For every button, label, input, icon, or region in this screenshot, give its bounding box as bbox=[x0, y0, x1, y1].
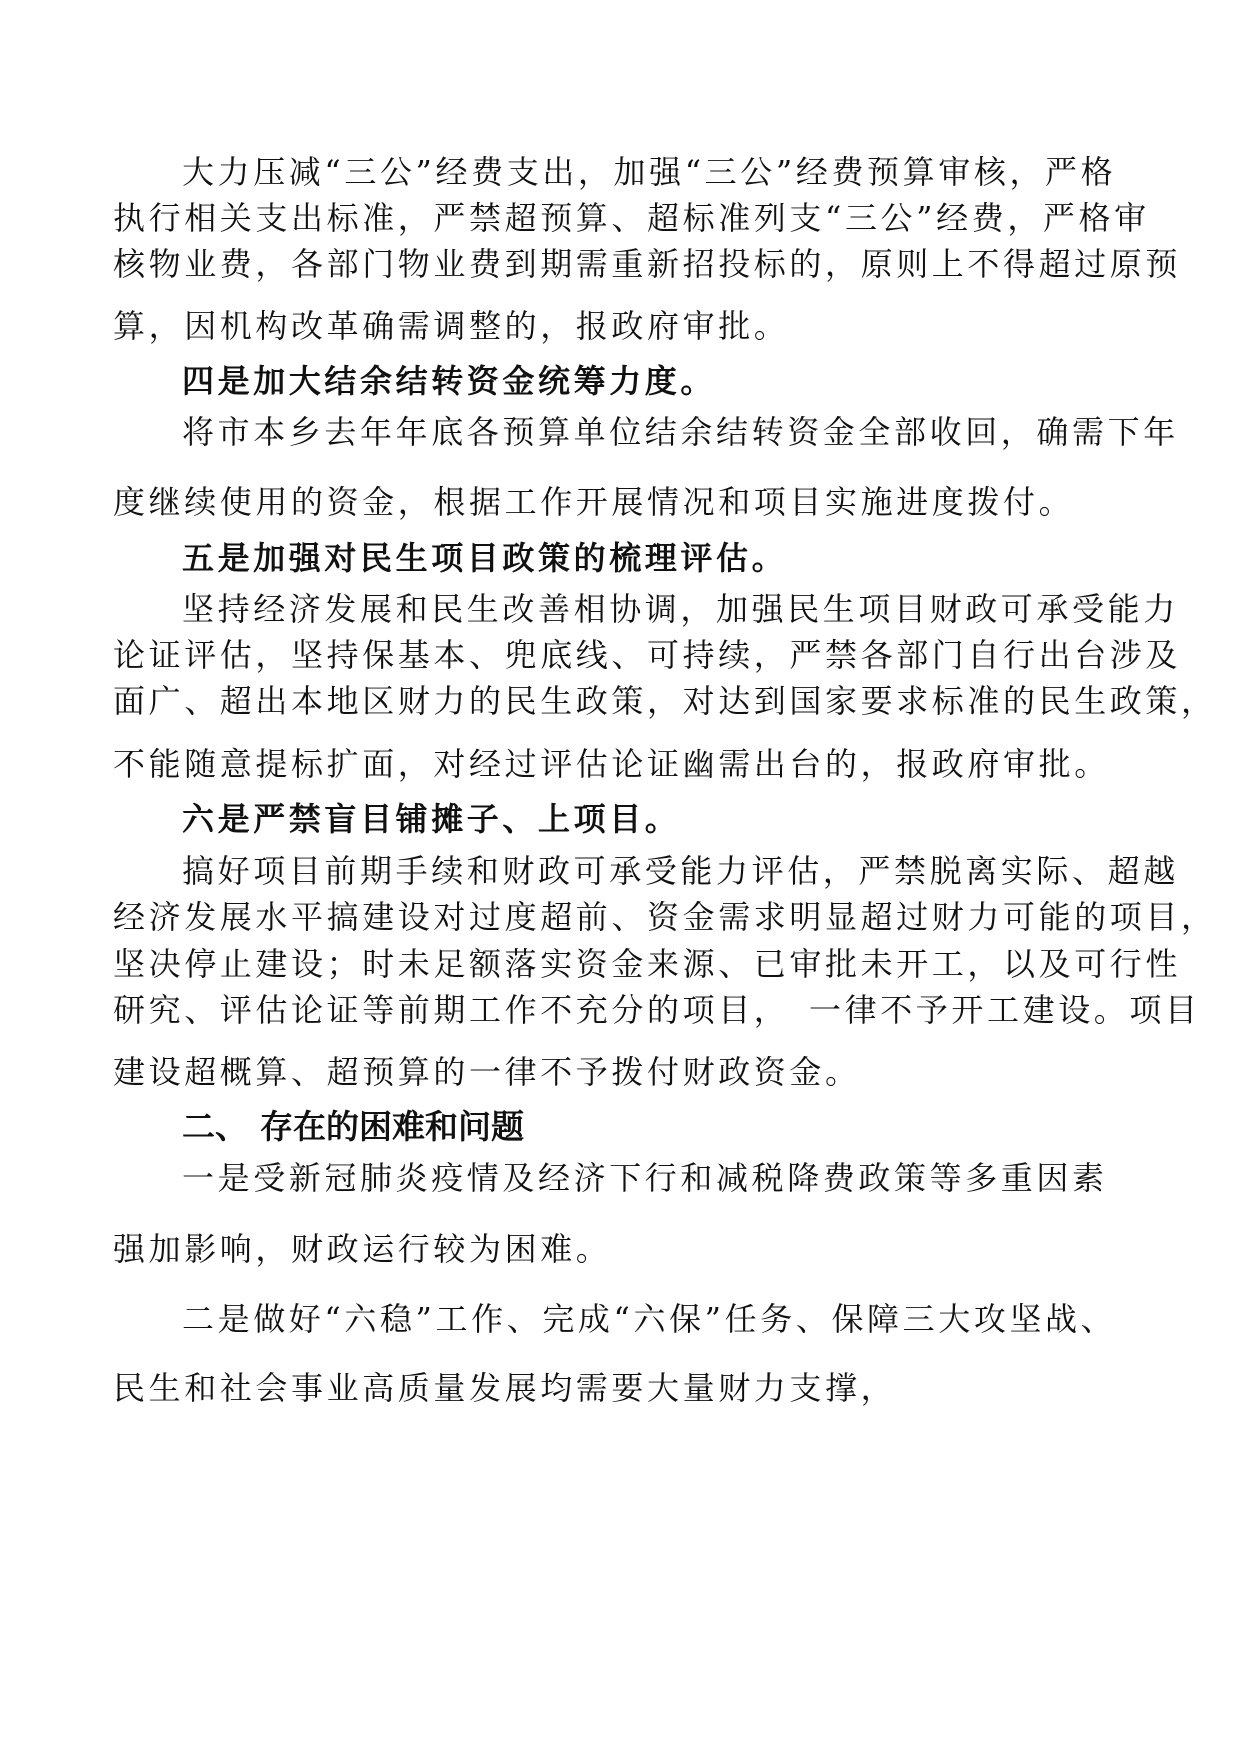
paragraph-line: 建设超概算、超预算的一律不予拨付财政资金。 bbox=[113, 1053, 861, 1091]
paragraph-line: 面广、超出本地区财力的民生政策，对达到国家要求标准的民生政策， bbox=[113, 682, 1217, 720]
subheading-5: 五是加强对民生项目政策的梳理评估。 bbox=[182, 539, 788, 577]
paragraph-line: 核物业费，各部门物业费到期需重新招投标的，原则上不得超过原预 bbox=[113, 245, 1182, 283]
paragraph-line: 大力压减“三公”经费支出，加强“三公”经费预算审核，严格 bbox=[182, 153, 1117, 191]
subheading-4: 四是加大结余结转资金统筹力度。 bbox=[182, 362, 717, 400]
paragraph-line: 将市本乡去年年底各预算单位结余结转资金全部收回，确需下年 bbox=[182, 413, 1179, 451]
paragraph-line: 算，因机构改革确需调整的，报政府审批。 bbox=[113, 307, 790, 345]
subheading-6: 六是严禁盲目铺摊子、上项目。 bbox=[182, 800, 681, 838]
paragraph-line: 坚决停止建设；时未足额落实资金来源、已审批未开工，以及可行性 bbox=[113, 945, 1182, 983]
paragraph-line: 一是受新冠肺炎疫情及经济下行和减税降费政策等多重因素 bbox=[182, 1159, 1108, 1197]
paragraph-line: 搞好项目前期手续和财政可承受能力评估，严禁脱离实际、超越 bbox=[182, 852, 1179, 890]
paragraph-line: 二是做好“六稳”工作、完成“六保”任务、保障三大攻坚战、 bbox=[182, 1300, 1117, 1338]
section-number: 二、 bbox=[182, 1107, 248, 1146]
paragraph-line: 民生和社会事业高质量发展均需要大量财力支撑， bbox=[113, 1369, 897, 1407]
paragraph-line: 不能随意提标扩面，对经过评估论证幽需出台的，报政府审批。 bbox=[113, 745, 1110, 783]
paragraph-line: 论证评估，坚持保基本、兜底线、可持续，严禁各部门自行出台涉及 bbox=[113, 636, 1182, 674]
paragraph-line: 执行相关支出标准，严禁超预算、超标准列支“三公”经费，严格审 bbox=[113, 199, 1150, 237]
paragraph-line: 强加影响，财政运行较为困难。 bbox=[113, 1230, 612, 1268]
paragraph-line: 经济发展水平搞建设对过度超前、资金需求明显超过财力可能的项目， bbox=[113, 898, 1217, 936]
section-heading bbox=[182, 1105, 524, 1149]
paragraph-line: 坚持经济发展和民生改善相协调，加强民生项目财政可承受能力 bbox=[182, 590, 1179, 628]
section-title: 存在的困难和问题 bbox=[260, 1107, 524, 1146]
paragraph-line: 研究、评估论证等前期工作不充分的项目， 一律不予开工建设。项目 bbox=[113, 991, 1201, 1029]
paragraph-line: 度继续使用的资金，根据工作开展情况和项目实施进度拨付。 bbox=[113, 483, 1075, 521]
